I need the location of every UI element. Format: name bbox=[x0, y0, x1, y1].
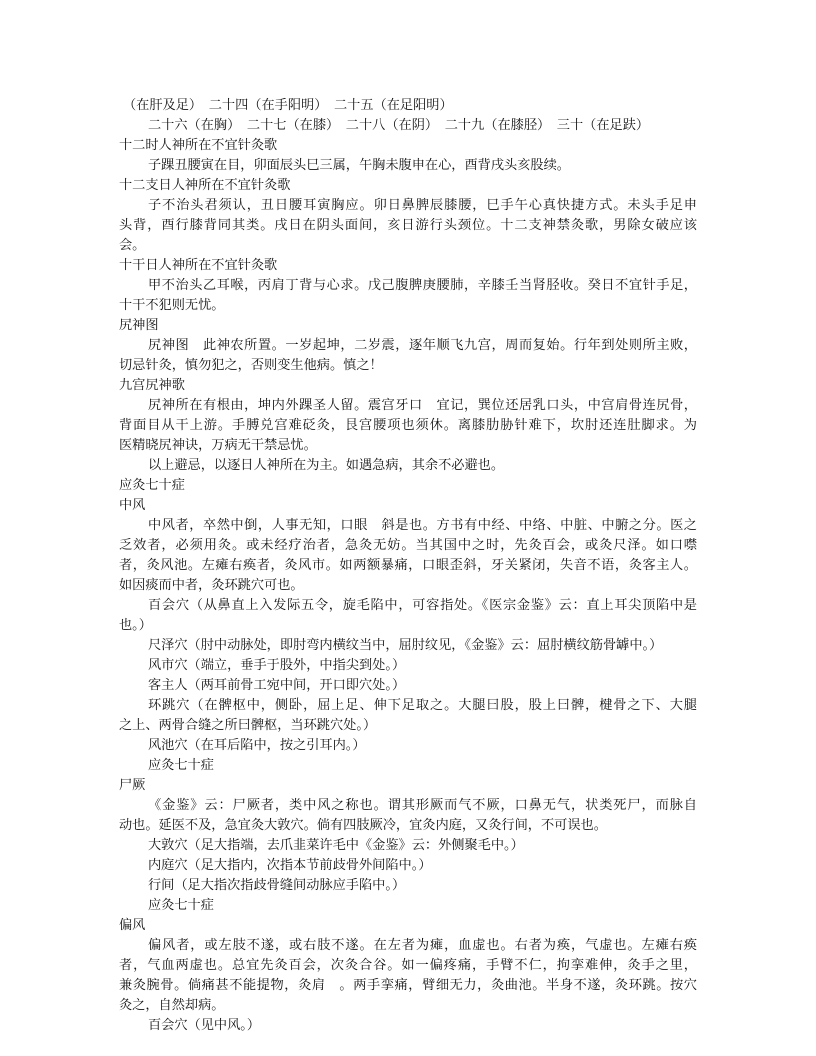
text-line: （在肝及足） 二十四（在手阳明） 二十五（在足阳明） bbox=[123, 98, 453, 113]
text-line: 二十六（在胸） 二十七（在膝） 二十八（在阴） 二十九（在膝胫） 三十（在足趺） bbox=[148, 118, 650, 133]
text-line: 中风者，卒然中倒，人事无知，口眼 斜是也。方书有中经、中络、中脏、中腑之分。医之 bbox=[148, 518, 697, 533]
text-line: 百会穴（见中风。） bbox=[148, 1018, 261, 1033]
text-line: 如因痰而中者，灸环跳穴可也。 bbox=[119, 578, 304, 593]
text-line: 偏风者，或左肢不遂，或右肢不遂。在左者为瘫，血虚也。右者为痪，气虚也。左瘫右痪 bbox=[148, 938, 697, 953]
text-line: 应灸七十症 bbox=[148, 758, 214, 773]
section-heading: 九宫尻神歌 bbox=[119, 378, 185, 393]
text-line: 行间（足大指次指歧骨缝间动脉应手陷中。） bbox=[148, 878, 406, 893]
text-line: 客主人（两耳前骨工宛中间，开口即穴处。） bbox=[148, 678, 406, 693]
text-line: 风池穴（在耳后陷中，按之引耳内。） bbox=[148, 738, 366, 753]
section-heading: 十干日人神所在不宜针灸歌 bbox=[119, 258, 278, 273]
text-line: 尻神图 此神农所置。一岁起坤，二岁震，逐年顺飞九宫，周而复始。行年到处则所主败， bbox=[148, 338, 697, 353]
section-heading: 十二时人神所在不宜针灸歌 bbox=[119, 138, 278, 153]
text-line: 《金鉴》云：尸厥者，类中风之称也。谓其形厥而气不厥，口鼻无气，状类死尸，而脉自 bbox=[148, 798, 697, 813]
text-line: 内庭穴（足大指内，次指本节前歧骨外间陷中。） bbox=[148, 858, 432, 873]
text-line: 头背，酉行膝背同其类。戌日在阴头面间，亥日游行头颈位。十二支神禁灸歌，男除女破应该 bbox=[119, 218, 697, 233]
text-line: 者，灸风池。左瘫右痪者，灸风市。如两额暴痛，口眼歪斜，牙关紧闭，失音不语，灸客主人。 bbox=[119, 558, 697, 573]
text-line: 百会穴（从鼻直上入发际五令，旋毛陷中，可容指处。《医宗金鉴》云：直上耳尖顶陷中是 bbox=[148, 598, 697, 613]
section-heading: 偏风 bbox=[119, 918, 146, 933]
section-heading: 应灸七十症 bbox=[119, 478, 185, 493]
text-line: 应灸七十症 bbox=[148, 898, 214, 913]
text-line: 也。） bbox=[119, 618, 152, 633]
text-line: 者，气血两虚也。总宜先灸百会，次灸合谷。如一偏疼痛，手臂不仁，拘挛难伸，灸手之里， bbox=[119, 958, 697, 973]
text-line: 会。 bbox=[119, 238, 146, 253]
text-line: 子踝丑腰寅在目，卯面辰头巳三属，午胸未腹申在心，酉背戌头亥股续。 bbox=[148, 158, 570, 173]
text-line: 尺泽穴（肘中动脉处，即肘弯内横纹当中，屈肘纹见，《金鉴》云：屈肘横纹筋骨罅中。） bbox=[148, 638, 663, 653]
text-line: 兼灸腕骨。倘痛甚不能提物，灸肩 。两手挛痛，臂细无力，灸曲池。半身不遂，灸环跳。按穴 bbox=[119, 978, 697, 993]
text-line: 大敦穴（足大指端，去爪韭菜许毛中《金鉴》云：外侧聚毛中。） bbox=[148, 838, 524, 853]
text-line: 风市穴（端立，垂手于股外，中指尖到处。） bbox=[148, 658, 406, 673]
text-line: 动也。延医不及，急宜灸大敦穴。倘有四肢厥冷，宜灸内庭，又灸行间，不可误也。 bbox=[119, 818, 607, 833]
text-line: 尻神所在有根由，坤内外踝圣人留。震宫牙口 宜记，巽位还居乳口头，中宫肩骨连尻骨， bbox=[148, 398, 697, 413]
text-line: 乏效者，必须用灸。或未经疗治者，急灸无妨。当其国中之时，先灸百会，或灸尺泽。如口噤 bbox=[119, 538, 697, 553]
text-line: 子不治头君须认，丑日腰耳寅胸应。卯日鼻脾辰膝腰，巳手午心真快捷方式。未头手足申 bbox=[148, 198, 697, 213]
text-line: 甲不治头乙耳喉，丙肩丁背与心求。戊己腹脾庚腰肺，辛膝壬当肾胫收。癸日不宜针手足， bbox=[148, 278, 697, 293]
section-heading: 中风 bbox=[119, 498, 146, 513]
section-heading: 十二支日人神所在不宜针灸歌 bbox=[119, 178, 291, 193]
section-heading: 尻神图 bbox=[119, 318, 159, 333]
text-line: 环跳穴（在髀枢中，侧卧，屈上足、伸下足取之。大腿曰股，股上曰髀，楗骨之下、大腿 bbox=[148, 698, 697, 713]
text-line: 背面目从干上游。手膊兑宫难砭灸，艮宫腰项也须休。离膝肋胁针难下，坎肘还连肚脚求。为 bbox=[119, 418, 697, 433]
text-line: 灸之，自然却病。 bbox=[119, 998, 225, 1013]
text-line: 以上避忌，以逐日人神所在为主。如遇急病，其余不必避也。 bbox=[148, 458, 505, 473]
text-line: 医精晓尻神诀，万病无干禁忌忧。 bbox=[119, 438, 317, 453]
text-line: 之上、两骨合缝之所曰髀枢，当环跳穴处。） bbox=[119, 718, 377, 733]
text-line: 十干不犯则无忧。 bbox=[119, 298, 225, 313]
section-heading: 尸厥 bbox=[119, 778, 146, 793]
text-line: 切忌针灸，慎勿犯之，否则变生他病。慎之！ bbox=[119, 358, 383, 373]
